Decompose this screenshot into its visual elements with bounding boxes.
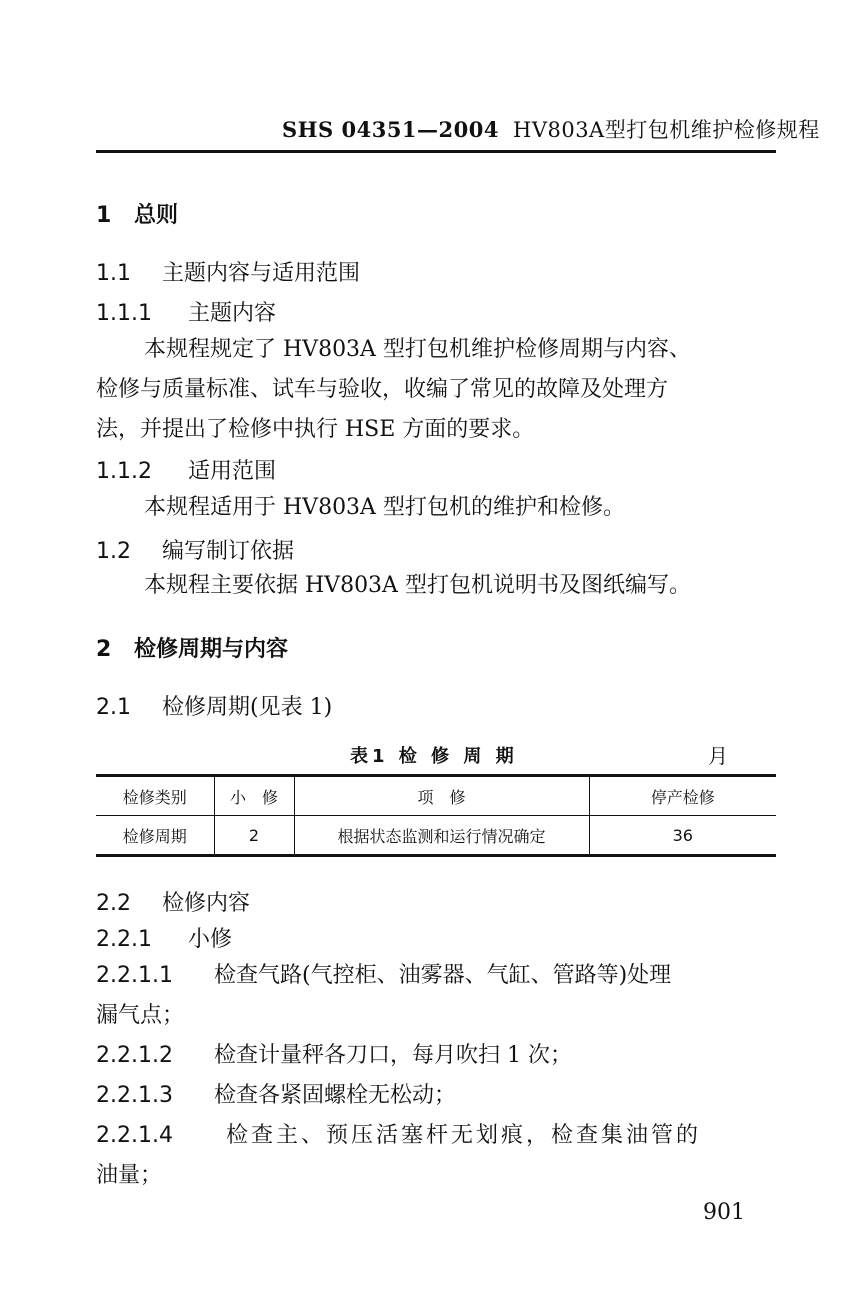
section-title: 主题内容: [188, 301, 277, 326]
table-header-cell: 项 修: [294, 776, 589, 816]
table-cell: 36: [589, 816, 776, 856]
item-number: 2.2.1.1: [96, 963, 173, 988]
list-item: [96, 956, 671, 1036]
section-title: 检修周期与内容: [134, 637, 289, 662]
section-number: 1.2: [96, 539, 131, 564]
running-header: [282, 114, 820, 144]
paragraph-line: 检修与质量标准、试车与验收，收编了常见的故障及处理方: [96, 377, 669, 402]
section-title: 适用范围: [188, 459, 277, 484]
standard-code: SHS 04351—2004: [282, 117, 499, 142]
section-2-2-heading: [96, 886, 250, 917]
section-1-2-heading: [96, 534, 294, 565]
item-number: 2.2.1.4: [96, 1123, 173, 1148]
section-2-heading: [96, 632, 288, 663]
page-number: 901: [703, 1200, 745, 1225]
section-2-2-1-heading: [96, 922, 232, 953]
table-row: [96, 816, 776, 856]
list-item: [96, 1116, 701, 1196]
document-title: HV803A型打包机维护检修规程: [513, 118, 820, 142]
maintenance-cycle-table: [96, 774, 776, 857]
paragraph-basis: 本规程主要依据 HV803A 型打包机说明书及图纸编写。: [144, 573, 691, 598]
table-header-row: [96, 776, 776, 816]
section-title: 主题内容与适用范围: [162, 261, 361, 286]
table-header-cell: 小 修: [214, 776, 294, 816]
list-item: [96, 1036, 572, 1076]
paragraph-line: 本规程规定了 HV803A 型打包机维护检修周期与内容、: [144, 337, 691, 362]
item-number: 2.2.1.2: [96, 1043, 173, 1068]
section-title: 检修内容: [162, 891, 251, 916]
table-unit: 月: [708, 744, 728, 768]
section-number: 1.1: [96, 261, 131, 286]
section-number: 2.1: [96, 695, 131, 720]
item-text: 检查主、预压活塞杆无划痕，检查集油管的: [226, 1123, 702, 1148]
section-number: 1: [96, 203, 112, 228]
section-title: 小修: [188, 927, 233, 952]
paragraph-scope: [96, 330, 691, 450]
section-2-1-heading: [96, 690, 332, 721]
item-number: 2.2.1.3: [96, 1083, 173, 1108]
item-text: 检查气路(气控柜、油雾器、气缸、管路等)处理: [214, 963, 672, 988]
section-title: 总则: [134, 203, 179, 228]
section-title: 检修周期(见表 1): [162, 695, 333, 720]
section-title: 编写制订依据: [162, 539, 295, 564]
paragraph-line: 法，并提出了检修中执行 HSE 方面的要求。: [96, 417, 535, 442]
table-cell: 2: [214, 816, 294, 856]
table-caption: 表1 检 修 周 期: [350, 746, 518, 767]
header-rule: [96, 150, 776, 153]
table-header-cell: 检修类别: [96, 776, 214, 816]
table-cell: 根据状态监测和运行情况确定: [294, 816, 589, 856]
item-text: 漏气点；: [96, 1003, 185, 1028]
section-number: 2.2: [96, 891, 131, 916]
section-number: 1.1.2: [96, 459, 152, 484]
section-number: 1.1.1: [96, 301, 152, 326]
table-header-cell: 停产检修: [589, 776, 776, 816]
item-text: 检查各紧固螺栓无松动；: [214, 1083, 457, 1108]
item-text: 检查计量秤各刀口，每月吹扫 1 次；: [214, 1043, 572, 1068]
list-item: [96, 1076, 456, 1116]
table-cell: 检修周期: [96, 816, 214, 856]
section-number: 2: [96, 637, 112, 662]
item-text: 油量；: [96, 1163, 163, 1188]
section-1-1-1-heading: [96, 296, 276, 327]
paragraph-applicability: 本规程适用于 HV803A 型打包机的维护和检修。: [144, 495, 625, 520]
section-1-1-heading: [96, 256, 360, 287]
section-number: 2.2.1: [96, 927, 152, 952]
section-1-heading: [96, 198, 178, 229]
section-1-1-2-heading: [96, 454, 276, 485]
